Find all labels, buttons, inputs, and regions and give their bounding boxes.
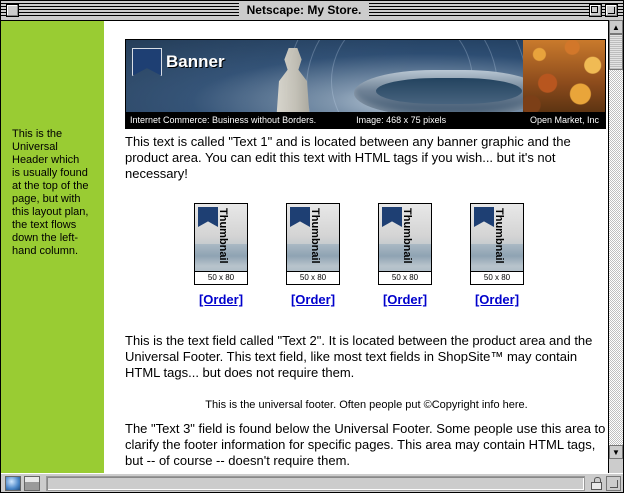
text3-block: The "Text 3" field is found below the Universal Footer. Some people use this area to clarify the footer information for specific pages. This area may contain HTML tags, but -- of course -- doesn't require them. bbox=[125, 421, 606, 468]
universal-footer-text: This is the universal footer. Often people put ©Copyright info here. bbox=[205, 399, 528, 411]
thumbnail-flag-icon bbox=[198, 207, 218, 227]
banner-caption-right: Open Market, Inc bbox=[529, 115, 599, 125]
order-link[interactable]: [Order] bbox=[198, 292, 244, 307]
product-item bbox=[286, 203, 340, 307]
close-box-icon[interactable] bbox=[6, 4, 19, 17]
collapse-box-icon[interactable] bbox=[605, 4, 618, 17]
banner-word: Banner bbox=[166, 52, 225, 71]
thumbnail-size-label: 50 x 80 bbox=[471, 271, 523, 284]
thumbnail-flag-icon bbox=[382, 207, 402, 227]
printer-icon[interactable] bbox=[24, 476, 40, 491]
main-column bbox=[114, 21, 623, 475]
banner-label bbox=[132, 48, 225, 76]
thumbnail-size-label: 50 x 80 bbox=[287, 271, 339, 284]
grow-box-icon[interactable] bbox=[606, 476, 621, 491]
thumbnail-label: Thumbnail bbox=[309, 208, 321, 264]
globe-icon[interactable] bbox=[5, 476, 21, 491]
product-thumbnail[interactable] bbox=[470, 203, 524, 285]
banner-image bbox=[126, 40, 605, 112]
thumbnail-size-label: 50 x 80 bbox=[195, 271, 247, 284]
scroll-up-arrow-icon[interactable]: ▲ bbox=[609, 20, 623, 34]
banner-caption-bar bbox=[126, 112, 605, 128]
title-bar-buttons bbox=[589, 4, 618, 17]
status-bar-right-icons bbox=[591, 476, 624, 491]
window-title: Netscape: My Store. bbox=[239, 2, 370, 19]
order-link[interactable]: [Order] bbox=[474, 292, 520, 307]
thumbnail-flag-icon bbox=[290, 207, 310, 227]
thumbnail-size-label: 50 x 80 bbox=[379, 271, 431, 284]
scrollbar-track[interactable] bbox=[609, 70, 623, 445]
autumn-foliage-graphic bbox=[523, 40, 605, 112]
thumbnail-label: Thumbnail bbox=[401, 208, 413, 264]
status-progress-area bbox=[46, 476, 585, 491]
lock-icon[interactable] bbox=[591, 477, 602, 490]
order-link[interactable]: [Order] bbox=[290, 292, 336, 307]
order-link[interactable]: [Order] bbox=[382, 292, 428, 307]
vertical-scrollbar[interactable] bbox=[608, 20, 623, 474]
product-thumbnail[interactable] bbox=[286, 203, 340, 285]
thumbnail-label: Thumbnail bbox=[217, 208, 229, 264]
zigzag-edge-icon bbox=[97, 21, 111, 475]
product-thumbnail[interactable] bbox=[194, 203, 248, 285]
banner-caption-middle: Image: 468 x 75 pixels bbox=[356, 115, 447, 125]
banner-caption-left: Internet Commerce: Business without Borders. bbox=[130, 115, 317, 125]
status-bar-left-icons bbox=[1, 476, 40, 491]
page-content bbox=[1, 21, 623, 476]
title-bar bbox=[1, 1, 623, 21]
scrollbar-thumb[interactable] bbox=[609, 34, 623, 70]
banner-flag-icon bbox=[132, 48, 162, 76]
satellite-dish-inner-graphic bbox=[376, 78, 522, 104]
thumbnail-flag-icon bbox=[474, 207, 494, 227]
zoom-box-icon[interactable] bbox=[589, 4, 602, 17]
scroll-down-arrow-icon[interactable]: ▼ bbox=[609, 445, 623, 459]
product-item bbox=[470, 203, 524, 307]
text2-block: This is the text field called "Text 2". It is located between the product area and the Universal Footer. This text field, like most text fields in ShopSite™ may contain HTML tags... but does not require them. bbox=[125, 333, 593, 380]
product-row bbox=[194, 203, 594, 307]
product-item bbox=[194, 203, 248, 307]
universal-header-text: This is the Universal Header which is usually found at the top of the page, but with this layout plan, the text flows down the left-hand column. bbox=[12, 128, 89, 257]
status-bar bbox=[1, 473, 624, 492]
banner-graphic[interactable] bbox=[125, 39, 606, 129]
universal-header-column bbox=[1, 21, 114, 475]
product-item bbox=[378, 203, 432, 307]
text1-block: This text is called "Text 1" and is located between any banner graphic and the product area. You can edit this text with HTML tags if you wish... but it's not necessary! bbox=[125, 134, 571, 181]
thumbnail-label: Thumbnail bbox=[493, 208, 505, 264]
product-thumbnail[interactable] bbox=[378, 203, 432, 285]
